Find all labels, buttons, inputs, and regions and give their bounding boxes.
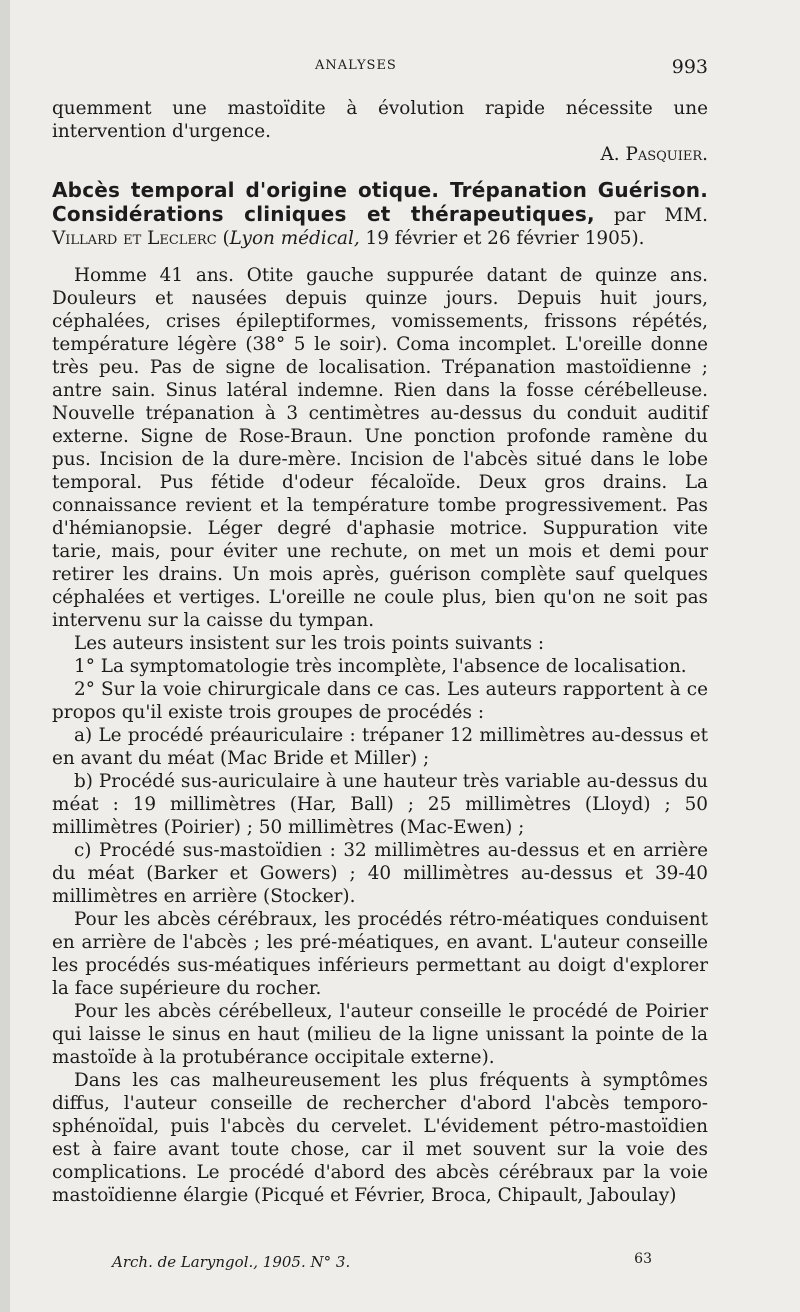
signature-mark: 63 (634, 1251, 652, 1267)
article-heading: Abcès temporal d'origine otique. Trépanation Guérison. Considérations cliniques et thérapeutiques, par MM. Villard et Leclerc (Lyon médical, 19 février et 26 février 1905). (52, 178, 708, 249)
article-authors: Villard et Leclerc (52, 228, 217, 249)
paragraph: 1° La symptomatologie très incomplète, l'absence de localisation. (74, 656, 687, 677)
page-footer (112, 1253, 652, 1277)
article-date: 19 février et 26 février 1905). (359, 228, 645, 249)
paragraph: b) Procédé sus-auriculaire à une hauteur très variable au-dessus du méat : 19 millimètres (Har, Ball) ; 25 millimètres (Lloyd) ; 50 millimètres (Poirier) ; 50 millimètres (Mac-Ewen) ; (52, 771, 708, 838)
previous-article-ending (52, 97, 708, 166)
page-number: 993 (671, 56, 708, 78)
page-header (52, 56, 708, 90)
article-body (52, 97, 708, 1207)
page-binding-shadow (0, 0, 10, 1312)
running-head: ANALYSES (315, 58, 397, 73)
footer-citation: Arch. de Laryngol., 1905. N° 3. (112, 1253, 351, 1271)
article-by: par MM. (594, 205, 708, 226)
paragraph: 2° Sur la voie chirurgicale dans ce cas. Les auteurs rapportent à ce propos qu'il existe trois groupes de procédés : (52, 679, 708, 723)
paragraph: a) Le procédé préauriculaire : trépaner 12 millimètres au-dessus et en avant du méat (Mac Bride et Miller) ; (52, 725, 708, 769)
journal-name: Lyon médical, (229, 228, 360, 249)
previous-article-author: A. Pasquier. (600, 144, 708, 165)
paragraph: Homme 41 ans. Otite gauche suppurée datant de quinze ans. Douleurs et nausées depuis quinze jours. Depuis huit jours, céphalées, crises épileptiformes, vomissements, frissons répétés, température légère (38° 5 le soir). Coma incomplet. L'oreille donne très peu. Pas de signe de localisation. Trépanation mastoïdienne ; antre sain. Sinus latéral indemne. Rien dans la fosse cérébelleuse. Nouvelle trépanation à 3 centimètres au-dessus du conduit auditif externe. Signe de Rose-Braun. Une ponction profonde ramène du pus. Incision de la dure-mère. Incision de l'abcès situé dans le lobe temporal. Pus fétide d'odeur fécaloïde. Deux gros drains. La connaissance revient et la température tombe progressivement. Pas d'hémianopsie. Léger degré d'aphasie motrice. Suppuration vite tarie, mais, pour éviter une rechute, on met un mois et demi pour retirer les drains. Un mois après, guérison complète sauf quelques céphalées et vertiges. L'oreille ne coule plus, bien qu'on ne soit pas intervenu sur la caisse du tympan. (52, 265, 708, 631)
paragraph: Dans les cas malheureusement les plus fréquents à symptômes diffus, l'auteur conseille de rechercher d'abord l'abcès temporo-sphénoïdal, puis l'abcès du cervelet. L'évidement pétro-mastoïdien est à faire avant toute chose, car il met souvent sur la voie des complications. Le procédé d'abord des abcès cérébraux par la voie mastoïdienne élargie (Picqué et Février, Broca, Chipault, Jaboulay) (52, 1070, 708, 1206)
previous-article-text: quemment une mastoïdite à évolution rapide nécessite une intervention d'urgence. (52, 98, 708, 142)
article-title: Abcès temporal d'origine otique. Trépanation Guérison. Considérations cliniques et thérapeutiques, (52, 178, 708, 226)
paragraph: Pour les abcès cérébelleux, l'auteur conseille le procédé de Poirier qui laisse le sinus en haut (milieu de la ligne unissant la pointe de la mastoïde à la protubérance occipitale externe). (52, 1001, 708, 1068)
paragraph: c) Procédé sus-mastoïdien : 32 millimètres au-dessus et en arrière du méat (Barker et Gowers) ; 40 millimètres au-dessus et 39-40 millimètres en arrière (Stocker). (52, 840, 708, 907)
paragraph: Les auteurs insistent sur les trois points suivants : (74, 633, 545, 654)
paragraph: Pour les abcès cérébraux, les procédés rétro-méatiques conduisent en arrière de l'abcès ; les pré-méatiques, en avant. L'auteur conseille les procédés sus-méatiques inférieurs permettant au doigt d'explorer la face supérieure du rocher. (52, 909, 708, 999)
